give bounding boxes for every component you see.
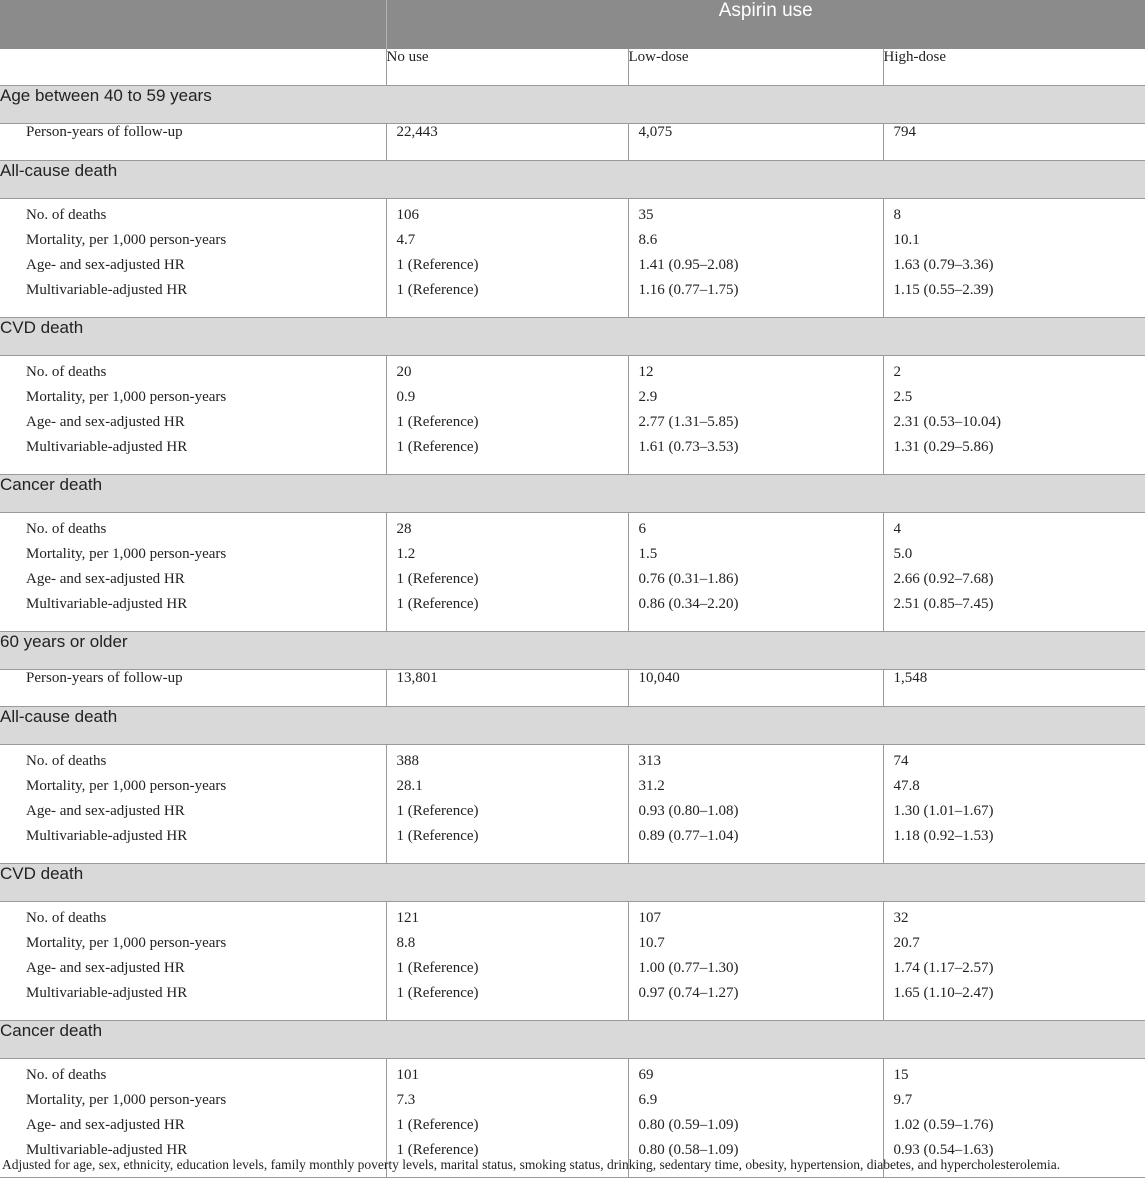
outcome-section-header: [0, 161, 1145, 199]
row-label: Person-years of follow-up: [0, 670, 386, 707]
followup-row: [0, 670, 1145, 707]
table-row: [0, 803, 1145, 828]
row-value: 15: [883, 1059, 1145, 1093]
row-value: 1.2: [386, 546, 628, 571]
row-label: No. of deaths: [26, 521, 107, 537]
row-value: 1.15 (0.55–2.39): [883, 282, 1145, 318]
row-value: 1.31 (0.29–5.86): [883, 439, 1145, 475]
row-value: 20: [386, 356, 628, 390]
table-row: [0, 596, 1145, 632]
row-value: 35: [628, 199, 883, 233]
row-value: 1,548: [883, 670, 1145, 707]
row-label: Mortality, per 1,000 person-years: [26, 935, 227, 951]
col-header-no-use: No use: [386, 49, 628, 86]
row-value: 0.97 (0.74–1.27): [628, 985, 883, 1021]
row-value: 0.89 (0.77–1.04): [628, 828, 883, 864]
table-row: [0, 414, 1145, 439]
row-value: 1.41 (0.95–2.08): [628, 257, 883, 282]
table-footnote: Adjusted for age, sex, ethnicity, education levels, family monthly poverty levels, marital status, smoking status, drinking, sedentary time, obesity, hypertension, diabetes, and hypercholesterolemia.: [2, 1157, 1061, 1172]
row-value: 2.5: [883, 389, 1145, 414]
row-label: Multivariable-adjusted HR: [0, 985, 386, 1021]
outcome-section-header-title: CVD death: [0, 318, 1145, 356]
table-row: [0, 232, 1145, 257]
row-label: Mortality, per 1,000 person-years: [26, 778, 227, 794]
row-value: 1 (Reference): [386, 1142, 628, 1178]
row-value: 12: [628, 356, 883, 390]
row-value: 8.8: [386, 935, 628, 960]
row-value: 794: [883, 124, 1145, 161]
row-value: 8: [883, 199, 1145, 233]
row-label: Age- and sex-adjusted HR: [26, 960, 185, 976]
row-value: 4: [883, 513, 1145, 547]
table-row: [0, 513, 1145, 547]
row-value: 69: [628, 1059, 883, 1093]
row-label: Mortality, per 1,000 person-years: [26, 389, 227, 405]
outcome-section-header-title: Cancer death: [0, 475, 1145, 513]
row-value: 47.8: [883, 778, 1145, 803]
row-label: No. of deaths: [26, 1067, 107, 1083]
row-value: 0.76 (0.31–1.86): [628, 571, 883, 596]
outcome-section-header: [0, 707, 1145, 745]
row-value: 6: [628, 513, 883, 547]
row-value: 2.31 (0.53–10.04): [883, 414, 1145, 439]
row-value: 2.9: [628, 389, 883, 414]
row-label: Mortality, per 1,000 person-years: [26, 546, 227, 562]
age-group-header: [0, 632, 1145, 670]
row-value: 107: [628, 902, 883, 936]
row-value: 32: [883, 902, 1145, 936]
header-blank-cell: [0, 0, 386, 49]
row-value: 1.63 (0.79–3.36): [883, 257, 1145, 282]
row-value: 4.7: [386, 232, 628, 257]
row-value: 1.16 (0.77–1.75): [628, 282, 883, 318]
row-label: Multivariable-adjusted HR: [0, 1142, 386, 1178]
row-value: 106: [386, 199, 628, 233]
row-value: 22,443: [386, 124, 628, 161]
row-label: No. of deaths: [26, 910, 107, 926]
table-row: [0, 935, 1145, 960]
outcome-section-header-title: Cancer death: [0, 1021, 1145, 1059]
table-row: [0, 257, 1145, 282]
header-label-blank: [0, 49, 386, 86]
outcome-section-header-title: All-cause death: [0, 707, 1145, 745]
row-label: Age- and sex-adjusted HR: [26, 803, 185, 819]
row-value: 1.30 (1.01–1.67): [883, 803, 1145, 828]
row-value: 1.5: [628, 546, 883, 571]
outcome-section-header: [0, 864, 1145, 902]
row-label: Multivariable-adjusted HR: [0, 596, 386, 632]
age-group-header-title: 60 years or older: [0, 632, 1145, 670]
row-value: 0.93 (0.80–1.08): [628, 803, 883, 828]
row-value: 28: [386, 513, 628, 547]
row-label: Age- and sex-adjusted HR: [26, 571, 185, 587]
table-row: [0, 778, 1145, 803]
table-row: [0, 1092, 1145, 1117]
row-label: Person-years of follow-up: [0, 124, 386, 161]
outcome-section-header-title: CVD death: [0, 864, 1145, 902]
table-row: [0, 960, 1145, 985]
row-value: 0.80 (0.58–1.09): [628, 1142, 883, 1178]
row-value: 9.7: [883, 1092, 1145, 1117]
row-value: 0.80 (0.59–1.09): [628, 1117, 883, 1142]
row-label: No. of deaths: [26, 364, 107, 380]
row-value: 7.3: [386, 1092, 628, 1117]
row-value: 10,040: [628, 670, 883, 707]
table-row: [0, 985, 1145, 1021]
row-value: 1.02 (0.59–1.76): [883, 1117, 1145, 1142]
row-value: 1.65 (1.10–2.47): [883, 985, 1145, 1021]
row-value: 20.7: [883, 935, 1145, 960]
col-header-low-dose: Low-dose: [628, 49, 883, 86]
row-value: 1 (Reference): [386, 1117, 628, 1142]
table-row: [0, 828, 1145, 864]
table-row: [0, 356, 1145, 390]
row-value: 4,075: [628, 124, 883, 161]
row-value: 31.2: [628, 778, 883, 803]
row-value: 0.86 (0.34–2.20): [628, 596, 883, 632]
row-value: 1 (Reference): [386, 596, 628, 632]
row-value: 28.1: [386, 778, 628, 803]
followup-row: [0, 124, 1145, 161]
row-value: 8.6: [628, 232, 883, 257]
row-value: 2.51 (0.85–7.45): [883, 596, 1145, 632]
table-row: [0, 902, 1145, 936]
row-value: 1.61 (0.73–3.53): [628, 439, 883, 475]
row-value: 10.1: [883, 232, 1145, 257]
table-row: [0, 1059, 1145, 1093]
outcome-section-header: [0, 1021, 1145, 1059]
row-value: 1 (Reference): [386, 414, 628, 439]
outcome-section-header-title: All-cause death: [0, 161, 1145, 199]
row-label: Multivariable-adjusted HR: [0, 282, 386, 318]
row-value: 2.66 (0.92–7.68): [883, 571, 1145, 596]
row-label: No. of deaths: [26, 753, 107, 769]
aspirin-use-header: Aspirin use: [386, 0, 1145, 49]
table-row: [0, 745, 1145, 779]
table-row: [0, 546, 1145, 571]
row-value: 10.7: [628, 935, 883, 960]
header-row-columns: [0, 49, 1145, 86]
row-value: 1 (Reference): [386, 439, 628, 475]
row-value: 1.74 (1.17–2.57): [883, 960, 1145, 985]
row-value: 6.9: [628, 1092, 883, 1117]
row-value: 1.18 (0.92–1.53): [883, 828, 1145, 864]
outcome-section-header: [0, 475, 1145, 513]
row-label: Age- and sex-adjusted HR: [26, 414, 185, 430]
row-value: 1 (Reference): [386, 985, 628, 1021]
header-row-top: [0, 0, 1145, 49]
row-label: Age- and sex-adjusted HR: [26, 257, 185, 273]
row-value: 1 (Reference): [386, 828, 628, 864]
row-value: 313: [628, 745, 883, 779]
table-row: [0, 282, 1145, 318]
row-value: 388: [386, 745, 628, 779]
row-label: Multivariable-adjusted HR: [0, 828, 386, 864]
row-value: 2: [883, 356, 1145, 390]
row-value: 1 (Reference): [386, 571, 628, 596]
outcome-section-header: [0, 318, 1145, 356]
table-row: [0, 571, 1145, 596]
row-value: 1 (Reference): [386, 257, 628, 282]
row-label: Age- and sex-adjusted HR: [26, 1117, 185, 1133]
row-value: 0.93 (0.54–1.63): [883, 1142, 1145, 1178]
table-row: [0, 1117, 1145, 1142]
row-value: 2.77 (1.31–5.85): [628, 414, 883, 439]
row-label: Mortality, per 1,000 person-years: [26, 232, 227, 248]
row-value: 5.0: [883, 546, 1145, 571]
row-value: 1 (Reference): [386, 803, 628, 828]
row-label: No. of deaths: [26, 207, 107, 223]
row-value: 74: [883, 745, 1145, 779]
row-value: 1.00 (0.77–1.30): [628, 960, 883, 985]
row-value: 121: [386, 902, 628, 936]
row-value: 101: [386, 1059, 628, 1093]
row-value: 1 (Reference): [386, 282, 628, 318]
col-header-high-dose: High-dose: [883, 49, 1145, 86]
row-value: 0.9: [386, 389, 628, 414]
table-row: [0, 389, 1145, 414]
table-row: [0, 199, 1145, 233]
row-label: Mortality, per 1,000 person-years: [26, 1092, 227, 1108]
age-group-header-title: Age between 40 to 59 years: [0, 86, 1145, 124]
table-row: [0, 439, 1145, 475]
age-group-header: [0, 86, 1145, 124]
row-value: 13,801: [386, 670, 628, 707]
row-value: 1 (Reference): [386, 960, 628, 985]
row-label: Multivariable-adjusted HR: [0, 439, 386, 475]
